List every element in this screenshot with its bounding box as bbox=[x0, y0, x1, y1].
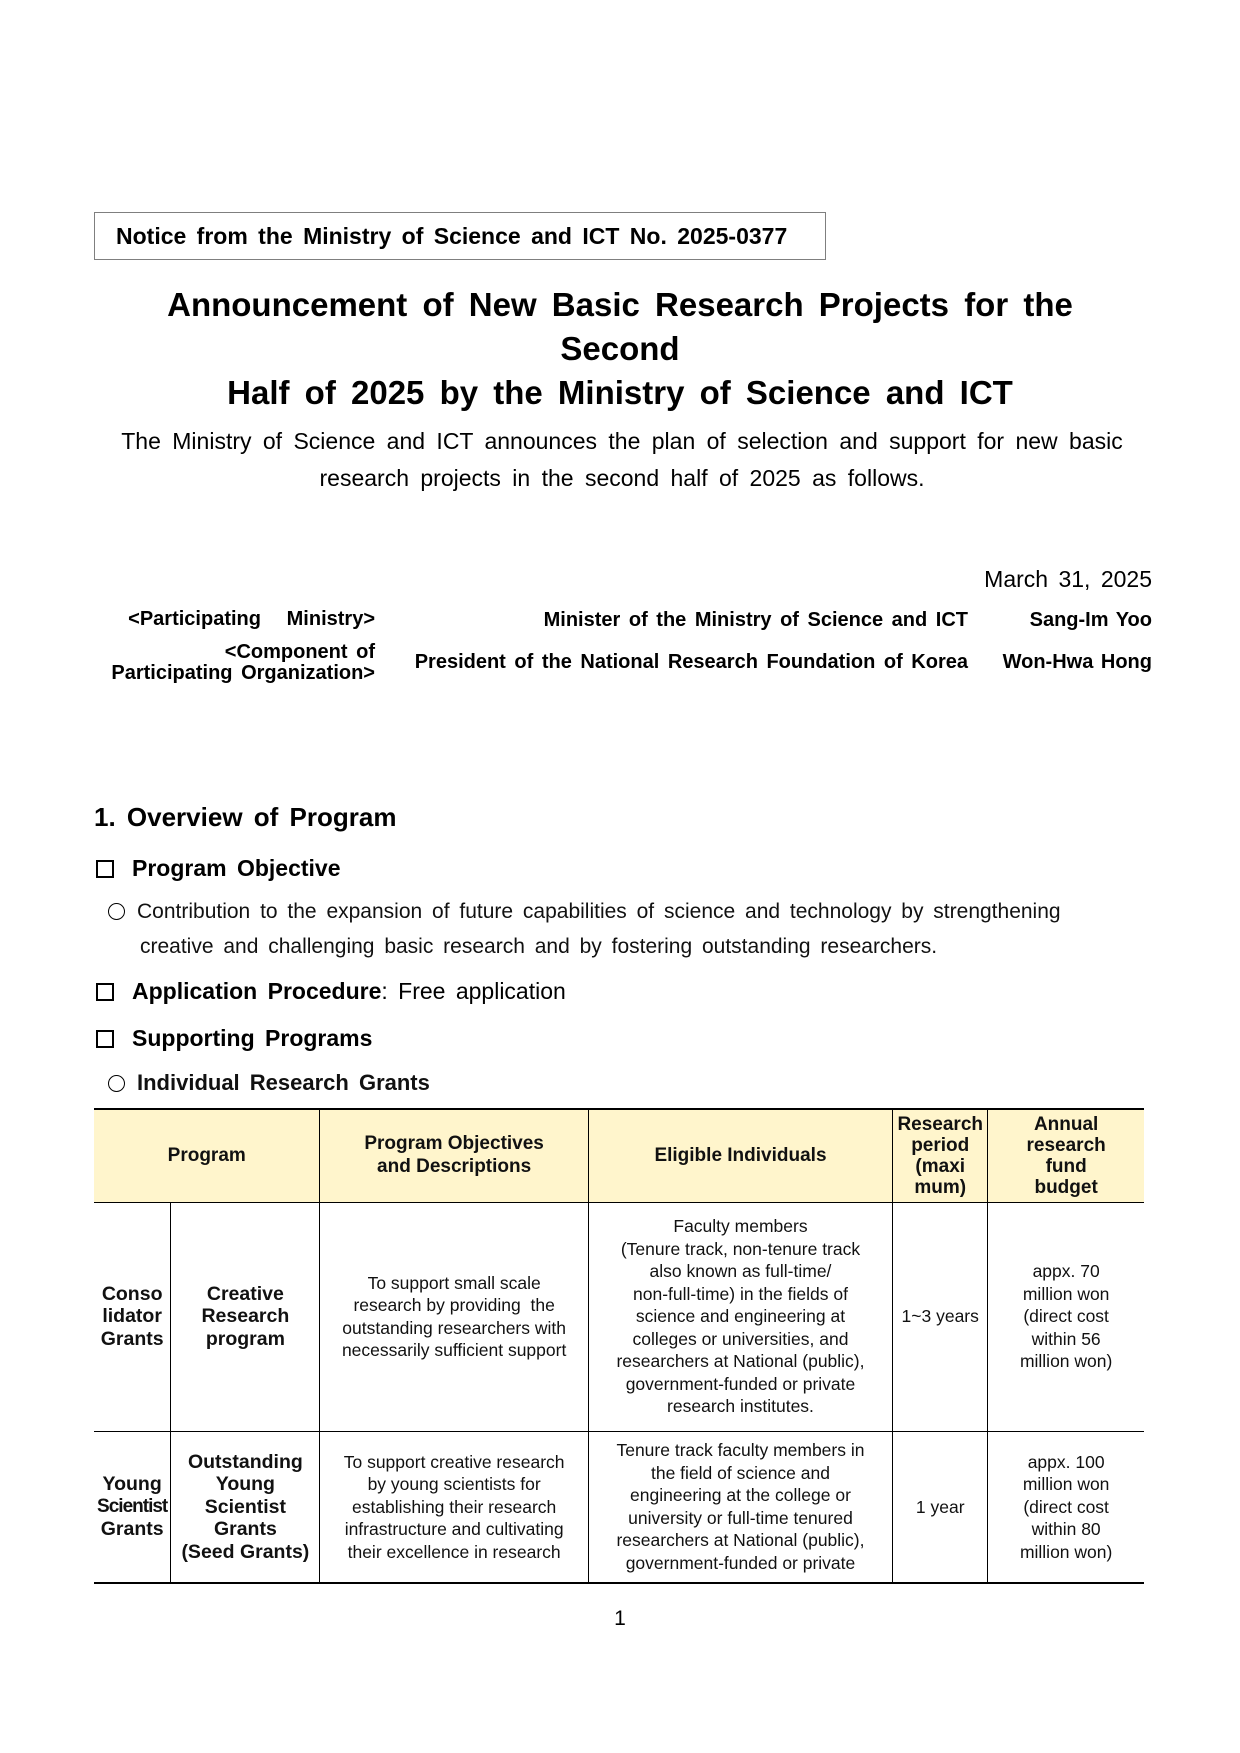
cell-line: To support creative research bbox=[343, 1451, 565, 1472]
header-budget-line: Annual bbox=[1033, 1113, 1099, 1135]
cell-line: Scientist bbox=[204, 1495, 287, 1518]
title-line-1: Announcement of New Basic Research Projects for the Second bbox=[167, 286, 1073, 367]
cell-line: necessarily sufficient support bbox=[341, 1340, 567, 1360]
individual-grants-item bbox=[108, 1065, 430, 1100]
cell-line: million won) bbox=[1019, 1541, 1113, 1562]
cell-line: government-funded or private bbox=[625, 1552, 856, 1573]
cell-line: colleges or universities, and bbox=[632, 1328, 849, 1349]
table-header-row bbox=[94, 1109, 1144, 1202]
row-eligible bbox=[588, 1202, 892, 1431]
cell-line: Grants bbox=[100, 1518, 164, 1540]
cell-line: million won) bbox=[1019, 1351, 1113, 1372]
cell-line: Grants bbox=[213, 1518, 277, 1540]
cell-line: by young scientists for bbox=[367, 1474, 541, 1494]
cell-line: outstanding researchers with bbox=[342, 1317, 566, 1338]
header-objectives-line: Program Objectives bbox=[364, 1133, 544, 1155]
cell-line: Creative bbox=[206, 1282, 284, 1305]
header-period-line: mum) bbox=[914, 1176, 967, 1198]
cell-line: researchers at National (public), bbox=[616, 1351, 865, 1372]
cell-line: Conso bbox=[101, 1282, 163, 1305]
program-objective-item bbox=[96, 855, 341, 882]
title-line-2: Half of 2025 by the Ministry of Science and ICT bbox=[227, 374, 1013, 411]
grants-table bbox=[94, 1108, 1144, 1584]
row-objectives bbox=[320, 1202, 588, 1431]
cell-line: appx. 100 bbox=[1027, 1451, 1105, 1472]
cell-line: million won bbox=[1022, 1283, 1110, 1304]
header-objectives bbox=[320, 1109, 588, 1202]
individual-grants-label: Individual Research Grants bbox=[137, 1070, 430, 1095]
cell-line: million won bbox=[1022, 1474, 1110, 1494]
header-period-line: period bbox=[911, 1134, 970, 1156]
table-row bbox=[94, 1431, 1144, 1583]
document-title bbox=[100, 283, 1140, 415]
row-period: 1~3 years bbox=[893, 1202, 988, 1431]
cell-line: university or full-time tenured bbox=[628, 1507, 853, 1528]
supporting-programs-label: Supporting Programs bbox=[132, 1025, 373, 1051]
row-objectives bbox=[320, 1431, 588, 1583]
cell-line: establishing their research bbox=[351, 1496, 557, 1517]
objective-text-line-2: creative and challenging basic research and by fostering outstanding researchers. bbox=[140, 935, 938, 958]
application-procedure-value: : Free application bbox=[381, 978, 566, 1004]
header-period-line: Research bbox=[897, 1113, 983, 1135]
signatory-role: <Participating Ministry> bbox=[128, 608, 375, 630]
page-number: 1 bbox=[614, 1607, 626, 1630]
square-bullet-icon bbox=[96, 860, 114, 878]
square-bullet-icon bbox=[96, 983, 114, 1001]
cell-line: To support small scale bbox=[367, 1272, 541, 1293]
application-procedure-label: Application Procedure bbox=[132, 978, 382, 1004]
intro-line-2: research projects in the second half of 2025 as follows. bbox=[319, 465, 925, 491]
cell-line: (direct cost bbox=[1023, 1306, 1109, 1327]
cell-line: also known as full-time/ bbox=[649, 1261, 832, 1282]
signatory-name: Sang-Im Yoo bbox=[1029, 609, 1152, 631]
announcement-date: March 31, 2025 bbox=[984, 566, 1152, 592]
application-procedure-item bbox=[96, 978, 566, 1005]
row-eligible bbox=[588, 1431, 892, 1583]
notice-number: Notice from the Ministry of Science and ICT No. 2025-0377 bbox=[116, 223, 788, 249]
cell-line: program bbox=[205, 1327, 285, 1350]
objective-text-line-1: Contribution to the expansion of future capabilities of science and technology by strengthening bbox=[137, 900, 1061, 923]
cell-line: Tenure track faculty members in bbox=[616, 1440, 865, 1461]
program-objective-label: Program Objective bbox=[132, 855, 341, 881]
signatory-role-line-2: Participating Organization> bbox=[111, 662, 375, 684]
row-program bbox=[171, 1431, 320, 1583]
cell-line: (direct cost bbox=[1023, 1496, 1109, 1517]
header-period bbox=[893, 1109, 988, 1202]
cell-line: lidator bbox=[102, 1305, 162, 1328]
table-row bbox=[94, 1202, 1144, 1431]
header-period-line: (maxi bbox=[915, 1155, 966, 1177]
intro-line-1: The Ministry of Science and ICT announces the plan of selection and support for new basic bbox=[121, 428, 1123, 454]
cell-line: (Tenure track, non-tenure track bbox=[620, 1238, 861, 1259]
cell-line: Research bbox=[201, 1305, 290, 1328]
row-period: 1 year bbox=[893, 1431, 988, 1583]
row-category bbox=[94, 1431, 171, 1583]
cell-line: research by providing the bbox=[353, 1295, 555, 1315]
cell-line: government-funded or private bbox=[625, 1373, 856, 1394]
cell-line: within 80 bbox=[1031, 1519, 1101, 1539]
header-program: Program bbox=[94, 1109, 320, 1202]
cell-line: Outstanding bbox=[187, 1450, 303, 1473]
row-program bbox=[171, 1202, 320, 1431]
header-budget-line: budget bbox=[1034, 1176, 1098, 1198]
cell-line: within 56 bbox=[1031, 1328, 1101, 1349]
notice-number-box bbox=[94, 212, 826, 260]
cell-line: the field of science and bbox=[650, 1462, 830, 1483]
header-budget-line: research bbox=[1026, 1134, 1106, 1156]
header-objectives-line: and Descriptions bbox=[377, 1155, 532, 1177]
signatory-title: President of the National Research Foundation of Korea bbox=[414, 651, 968, 673]
circle-bullet-icon bbox=[108, 903, 125, 920]
cell-line: Grants bbox=[100, 1327, 164, 1350]
square-bullet-icon bbox=[96, 1030, 114, 1048]
intro-paragraph bbox=[108, 423, 1136, 497]
cell-line: engineering at the college or bbox=[630, 1485, 851, 1506]
cell-line: science and engineering at bbox=[635, 1306, 846, 1327]
row-budget bbox=[988, 1431, 1144, 1583]
cell-line: appx. 70 bbox=[1032, 1261, 1100, 1282]
signatory-role-line-1: <Component of bbox=[224, 641, 375, 663]
circle-bullet-icon bbox=[108, 1075, 125, 1092]
cell-line: (Seed Grants) bbox=[181, 1540, 310, 1563]
signatory-title: Minister of the Ministry of Science and ICT bbox=[543, 609, 968, 631]
supporting-programs-item bbox=[96, 1025, 372, 1052]
header-eligible: Eligible Individuals bbox=[588, 1109, 892, 1202]
cell-line: Faculty members bbox=[673, 1216, 808, 1237]
cell-line: their excellence in research bbox=[347, 1541, 561, 1562]
section-heading: 1. Overview of Program bbox=[94, 802, 397, 832]
row-category bbox=[94, 1202, 171, 1431]
signatory-name: Won-Hwa Hong bbox=[1002, 651, 1152, 673]
cell-line: Young bbox=[102, 1473, 162, 1495]
cell-line: infrastructure and cultivating bbox=[344, 1519, 564, 1539]
program-objective-text bbox=[108, 894, 1061, 964]
row-budget bbox=[988, 1202, 1144, 1431]
header-budget-line: fund bbox=[1045, 1155, 1087, 1177]
cell-line: non-full-time) in the fields of bbox=[633, 1283, 848, 1304]
cell-line: Young bbox=[215, 1473, 275, 1495]
header-budget bbox=[988, 1109, 1144, 1202]
cell-line: researchers at National (public), bbox=[616, 1530, 865, 1551]
cell-line: Scientist bbox=[97, 1495, 168, 1517]
signatory-role bbox=[111, 642, 375, 684]
cell-line: research institutes. bbox=[667, 1396, 814, 1417]
